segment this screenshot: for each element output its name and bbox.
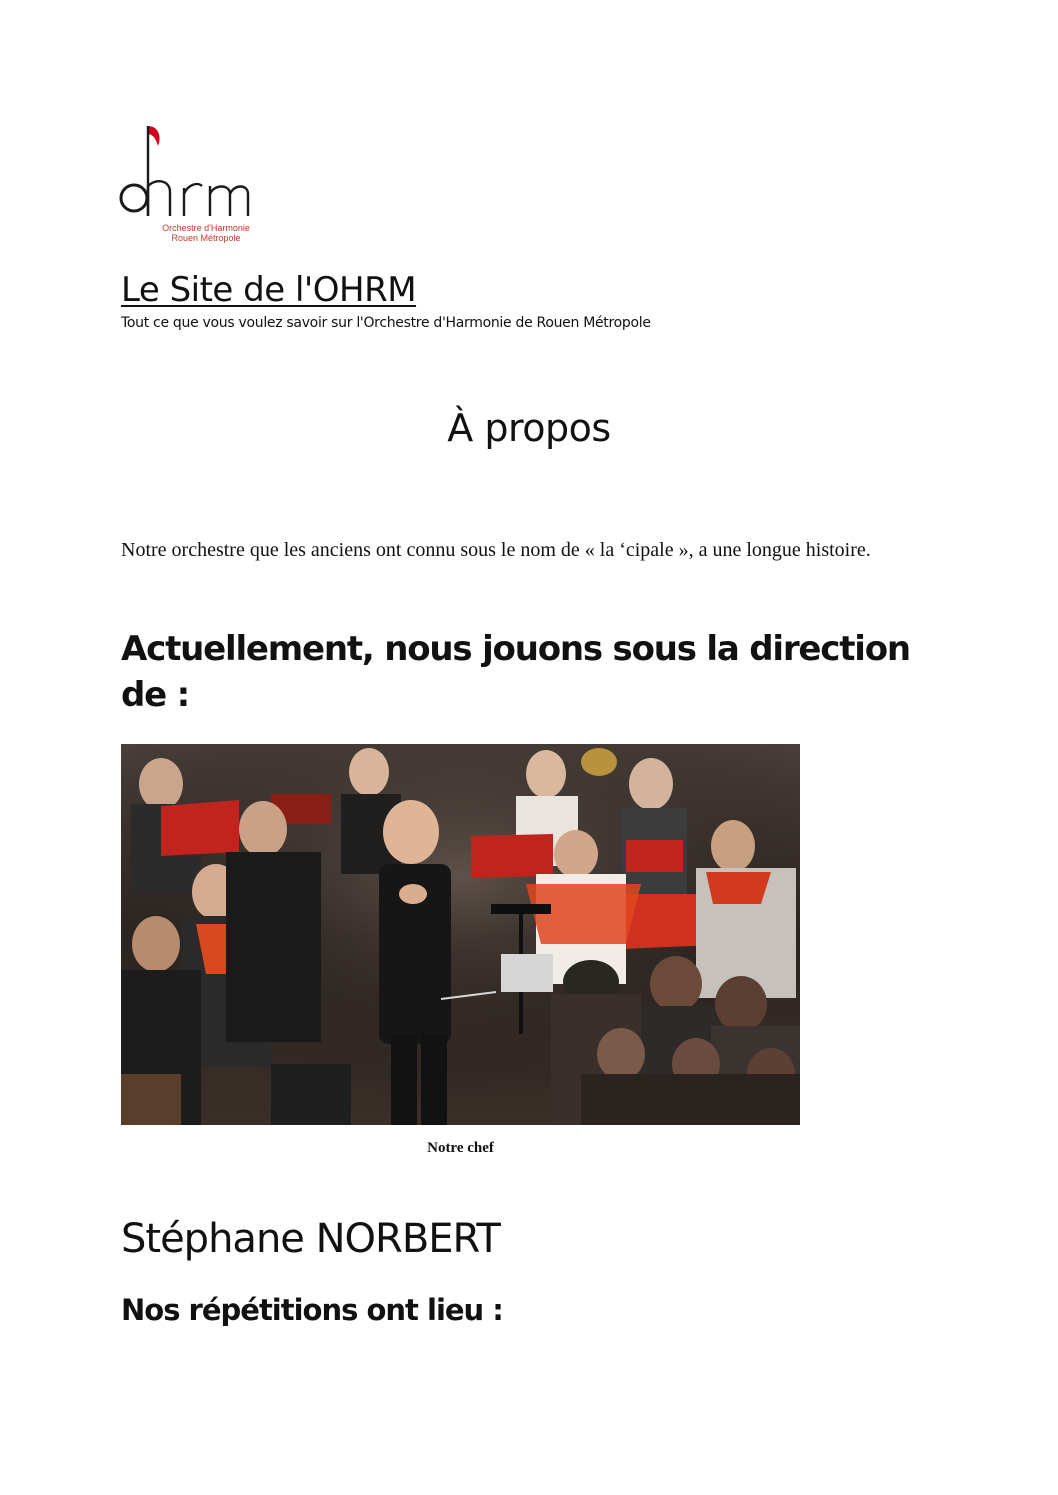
rehearsal-heading: Nos répétitions ont lieu :: [121, 1293, 503, 1327]
conductor-name: Stéphane NORBERT: [121, 1216, 500, 1262]
site-tagline: Tout ce que vous voulez savoir sur l'Orchestre d'Harmonie de Rouen Métropole: [121, 315, 651, 331]
direction-heading: Actuellement, nous jouons sous la direction de :: [121, 629, 910, 715]
conductor-photo: [121, 744, 800, 1125]
intro-paragraph: Notre orchestre que les anciens ont connu sous le nom de « la ‘cipale », a une longue histoire.: [121, 539, 871, 561]
site-title-link[interactable]: Le Site de l'OHRM: [121, 270, 417, 310]
ohrm-logo[interactable]: [118, 122, 258, 248]
photo-caption: Notre chef: [427, 1140, 494, 1156]
logo-caption-line1: Orchestre d'Harmonie: [162, 223, 250, 233]
page-title: À propos: [447, 406, 611, 450]
logo-caption-line2: Rouen Métropole: [171, 233, 241, 243]
ohrm-logo-mark: [118, 122, 258, 222]
